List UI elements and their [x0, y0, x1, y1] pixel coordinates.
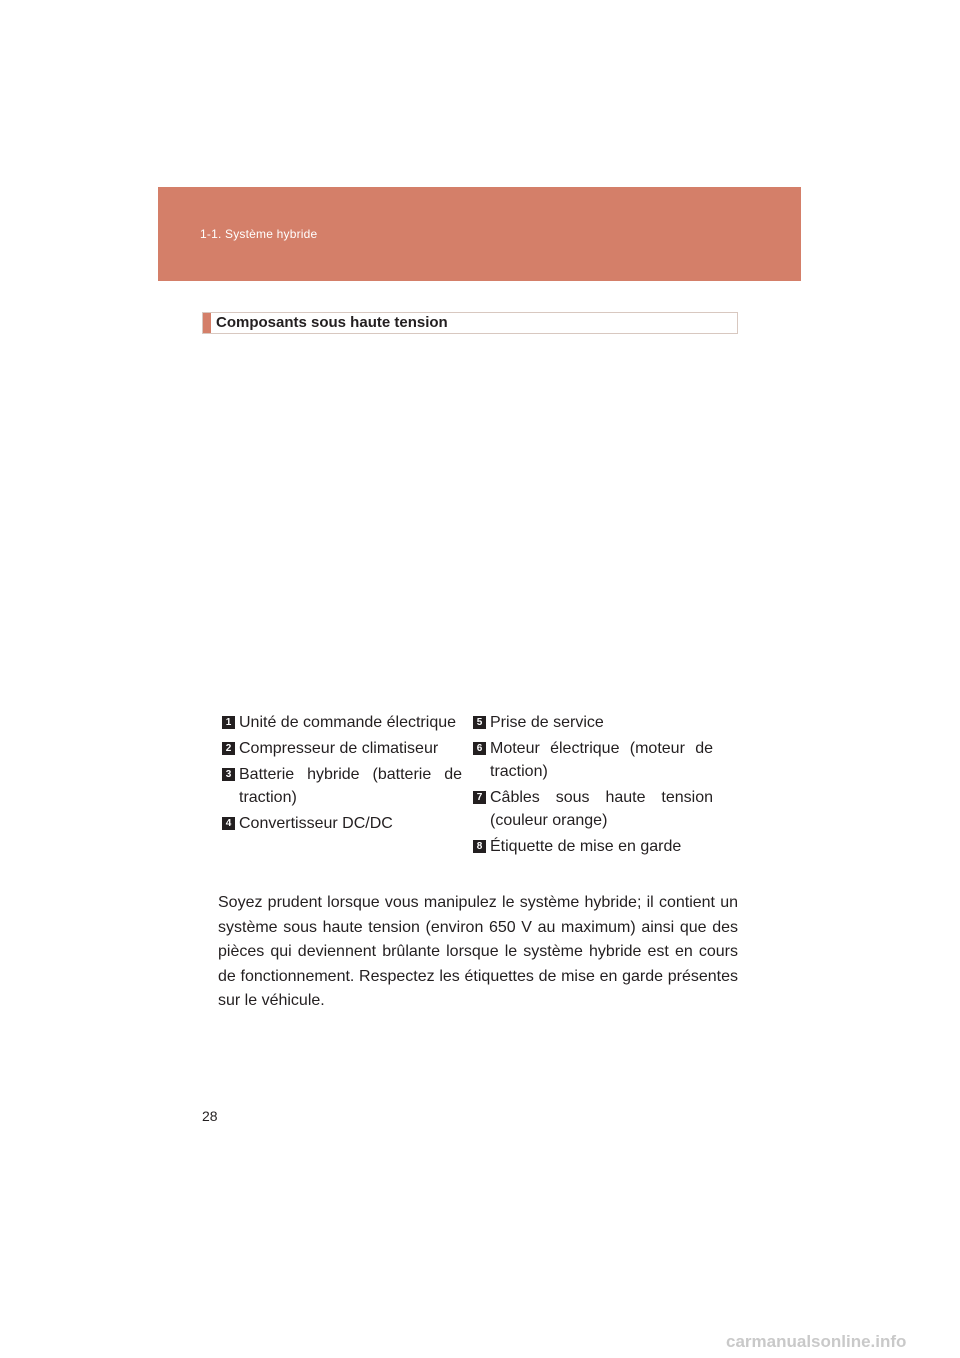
legend-item — [222, 763, 462, 809]
legend-text: Câbles sous haute tension (couleur orange) — [490, 789, 713, 829]
legend-item — [473, 737, 713, 783]
legend-text: Compresseur de climatiseur — [239, 740, 439, 757]
legend-item — [473, 786, 713, 832]
watermark-link[interactable]: carmanualsonline.info — [726, 1332, 907, 1351]
legend-item — [222, 812, 462, 835]
legend-number-badge: 7 — [473, 791, 486, 804]
legend-number-badge: 6 — [473, 742, 486, 755]
section-title: 1-1. Système hybride — [200, 227, 318, 241]
legend-number-badge: 5 — [473, 716, 486, 729]
heading-title: Composants sous haute tension — [216, 314, 448, 331]
legend-number-badge: 4 — [222, 817, 235, 830]
legend-number-badge: 3 — [222, 768, 235, 781]
legend-number-badge: 1 — [222, 716, 235, 729]
legend-text: Convertisseur DC/DC — [239, 815, 393, 832]
figure-area — [202, 340, 738, 690]
legend-item — [473, 711, 713, 734]
body-paragraph: Soyez prudent lorsque vous manipulez le système hybride; il contient un système sous haute tension (environ 650 V au maximum) ainsi que des pièces qui deviennent brûlante lorsque le système hybride est en cours de fonctionnement. Respectez les étiquettes de mise en garde présentes sur le véhicule. — [218, 894, 738, 1009]
page-number: 28 — [202, 1108, 218, 1124]
legend-text: Moteur électrique (moteur de traction) — [490, 740, 713, 780]
section-header-band — [158, 187, 801, 281]
legend-item — [473, 835, 713, 858]
legend-item — [222, 737, 462, 760]
legend-number-badge: 2 — [222, 742, 235, 755]
legend-text: Étiquette de mise en garde — [490, 838, 682, 855]
legend-column-right — [473, 711, 713, 861]
legend-item — [222, 711, 462, 734]
legend-text: Unité de commande électrique — [239, 714, 457, 731]
subsection-heading — [202, 312, 738, 334]
heading-accent-bar — [203, 313, 211, 333]
legend-number-badge: 8 — [473, 840, 486, 853]
legend-column-left — [222, 711, 462, 838]
legend-text: Batterie hybride (batterie de traction) — [239, 766, 462, 806]
legend-text: Prise de service — [490, 714, 604, 731]
